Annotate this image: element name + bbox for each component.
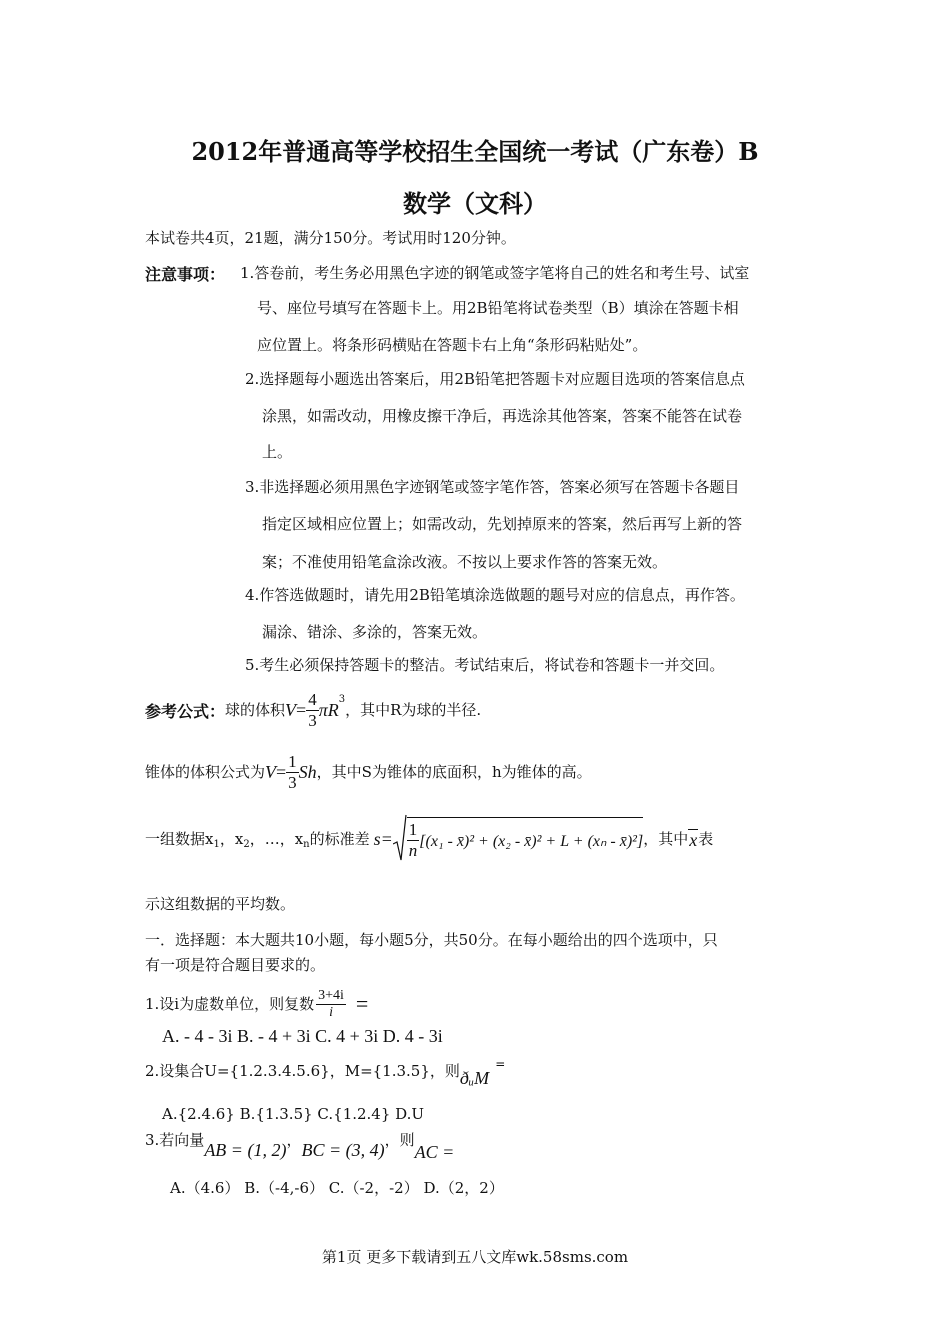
sphere-denominator: 3	[308, 710, 317, 730]
q1-equals: =	[355, 991, 369, 1016]
std-sub2: 2	[243, 839, 250, 850]
q3-expr-3: AC =	[414, 1142, 455, 1162]
std-formula	[145, 814, 713, 864]
q3-stem: 3.若向量	[145, 1131, 205, 1149]
q1-stem: 1.设i为虚数单位，则复数	[145, 995, 315, 1013]
page-title: 2012年普通高等学校招生全国统一考试（广东卷）B	[191, 137, 759, 166]
sphere-numerator: 4	[308, 689, 317, 709]
notice-3-line-2: 指定区域相应位置上；如需改动，先划掉原来的答案，然后再写上新的答	[262, 515, 743, 533]
notice-4-line-2: 漏涂、错涂、多涂的，答案无效。	[262, 623, 488, 641]
q2-equals: =	[495, 1057, 506, 1071]
q1-fraction	[316, 988, 346, 1021]
xbar	[688, 829, 698, 849]
xbar-symbol: x	[689, 830, 698, 850]
question-3	[145, 1130, 454, 1164]
sphere-fraction	[306, 690, 319, 731]
sphere-post: ，其中R为球的半径.	[345, 701, 482, 719]
notice-1-line-1: 1.答卷前，考生务必用黑色字迹的钢笔或签字笔将自己的姓名和考生号、试室	[240, 264, 750, 282]
radical-sign-icon	[393, 814, 407, 864]
sqrt-radical	[393, 814, 407, 864]
sphere-v: V	[285, 699, 297, 720]
q3-options: A.（4.6） B.（-4,-6） C.（-2，-2） D.（2，2）	[170, 1179, 504, 1197]
std-mid: ，x	[219, 830, 244, 848]
section-1-line-2: 有一项是符合题目要求的。	[145, 956, 326, 974]
notice-2-line-2: 涂黑，如需改动，用橡皮擦干净后，再选涂其他答案，答案不能答在试卷	[262, 407, 743, 425]
q2-expr: ðᵤM	[459, 1067, 490, 1088]
q3-sep: ，	[286, 1131, 302, 1149]
question-2	[145, 1054, 505, 1088]
cone-numerator: 1	[288, 751, 297, 771]
std-subn: n	[303, 839, 310, 850]
std-s-eq: s=	[373, 828, 393, 849]
q3-mid: ，则	[384, 1131, 415, 1149]
q3-expr-2: BC = (3, 4)	[301, 1140, 385, 1160]
std-pre: 一组数据x	[145, 830, 214, 848]
sphere-eq: =	[296, 699, 307, 720]
q2-options: A.{2.4.6} B.{1.3.5} C.{1.2.4} D.U	[162, 1105, 425, 1123]
notice-4-line-1: 4.作答选做题时，请先用2B铅笔填涂选做题的题号对应的信息点，再作答。	[245, 586, 745, 604]
cone-denominator: 3	[288, 772, 297, 792]
root-numerator: 1	[408, 820, 418, 839]
cone-formula	[145, 750, 592, 794]
notice-1-line-2: 号、座位号填写在答题卡上。用2B铅笔将试卷类型（B）填涂在答题卡相	[257, 299, 739, 317]
page-subtitle: 数学（文科）	[403, 189, 547, 218]
sphere-exponent: 3	[338, 694, 346, 705]
cone-eq: =	[276, 761, 287, 782]
page-footer: 第1页 更多下载请到五八文库wk.58sms.com	[321, 1248, 629, 1266]
q1-numerator: 3+4i	[318, 987, 344, 1003]
notice-5-line-1: 5.考生必须保持答题卡的整洁。考试结束后，将试卷和答题卡一并交回。	[245, 656, 725, 674]
std-dots: ，…，x	[249, 830, 304, 848]
section-1-line-1: 一．选择题：本大题共10小题，每小题5分，共50分。在每小题给出的四个选项中，只	[145, 931, 718, 949]
cone-label: 锥体的体积公式为	[145, 763, 266, 781]
sphere-label: 球的体积	[225, 701, 286, 719]
cone-v: V	[265, 761, 277, 782]
sphere-formula	[145, 688, 481, 732]
cone-fraction	[286, 752, 299, 793]
root-fraction	[407, 820, 420, 861]
notice-2-line-1: 2.选择题每小题选出答案后，用2B铅笔把答题卡对应题目选项的答案信息点	[245, 370, 745, 388]
question-1	[145, 984, 368, 1024]
q1-options: A. - 4 - 3i B. - 4 + 3i C. 4 + 3i D. 4 - 3i	[162, 1026, 443, 1046]
notice-1-line-3: 应位置上。将条形码横贴在答题卡右上角“条形码粘贴处”。	[257, 336, 648, 354]
q3-expr-1: AB = (1, 2)	[204, 1140, 287, 1160]
q2-stem: 2.设集合U={1.2.3.4.5.6}，M={1.3.5}，则	[145, 1062, 460, 1080]
std-line-2: 示这组数据的平均数。	[145, 895, 296, 913]
std-tail: 表	[698, 830, 714, 848]
q1-denominator: i	[329, 1004, 333, 1020]
notice-3-line-3: 案；不准使用铅笔盒涂改液。不按以上要求作答的答案无效。	[262, 553, 668, 571]
sphere-rest: πR	[318, 699, 339, 720]
cone-post: ，其中S为锥体的底面积，h为锥体的高。	[316, 763, 592, 781]
root-denominator: n	[408, 841, 418, 860]
radicand	[407, 817, 643, 861]
std-label: 的标准差	[309, 830, 370, 848]
formula-label: 参考公式：	[145, 701, 226, 721]
notice-2-line-3: 上。	[262, 443, 293, 461]
std-post: ，其中	[643, 830, 689, 848]
intro-text: 本试卷共4页，21题，满分150分。考试用时120分钟。	[145, 229, 516, 247]
cone-rest: Sh	[298, 761, 317, 782]
std-sub1: 1	[213, 839, 220, 850]
notice-3-line-1: 3.非选择题必须用黑色字迹钢笔或签字笔作答，答案必须写在答题卡各题目	[245, 478, 740, 496]
notice-label: 注意事项：	[145, 265, 226, 284]
root-body: [(x₁ - x̄)² + (x₂ - x̄)² + L + (xₙ - x̄)²]	[419, 832, 644, 850]
